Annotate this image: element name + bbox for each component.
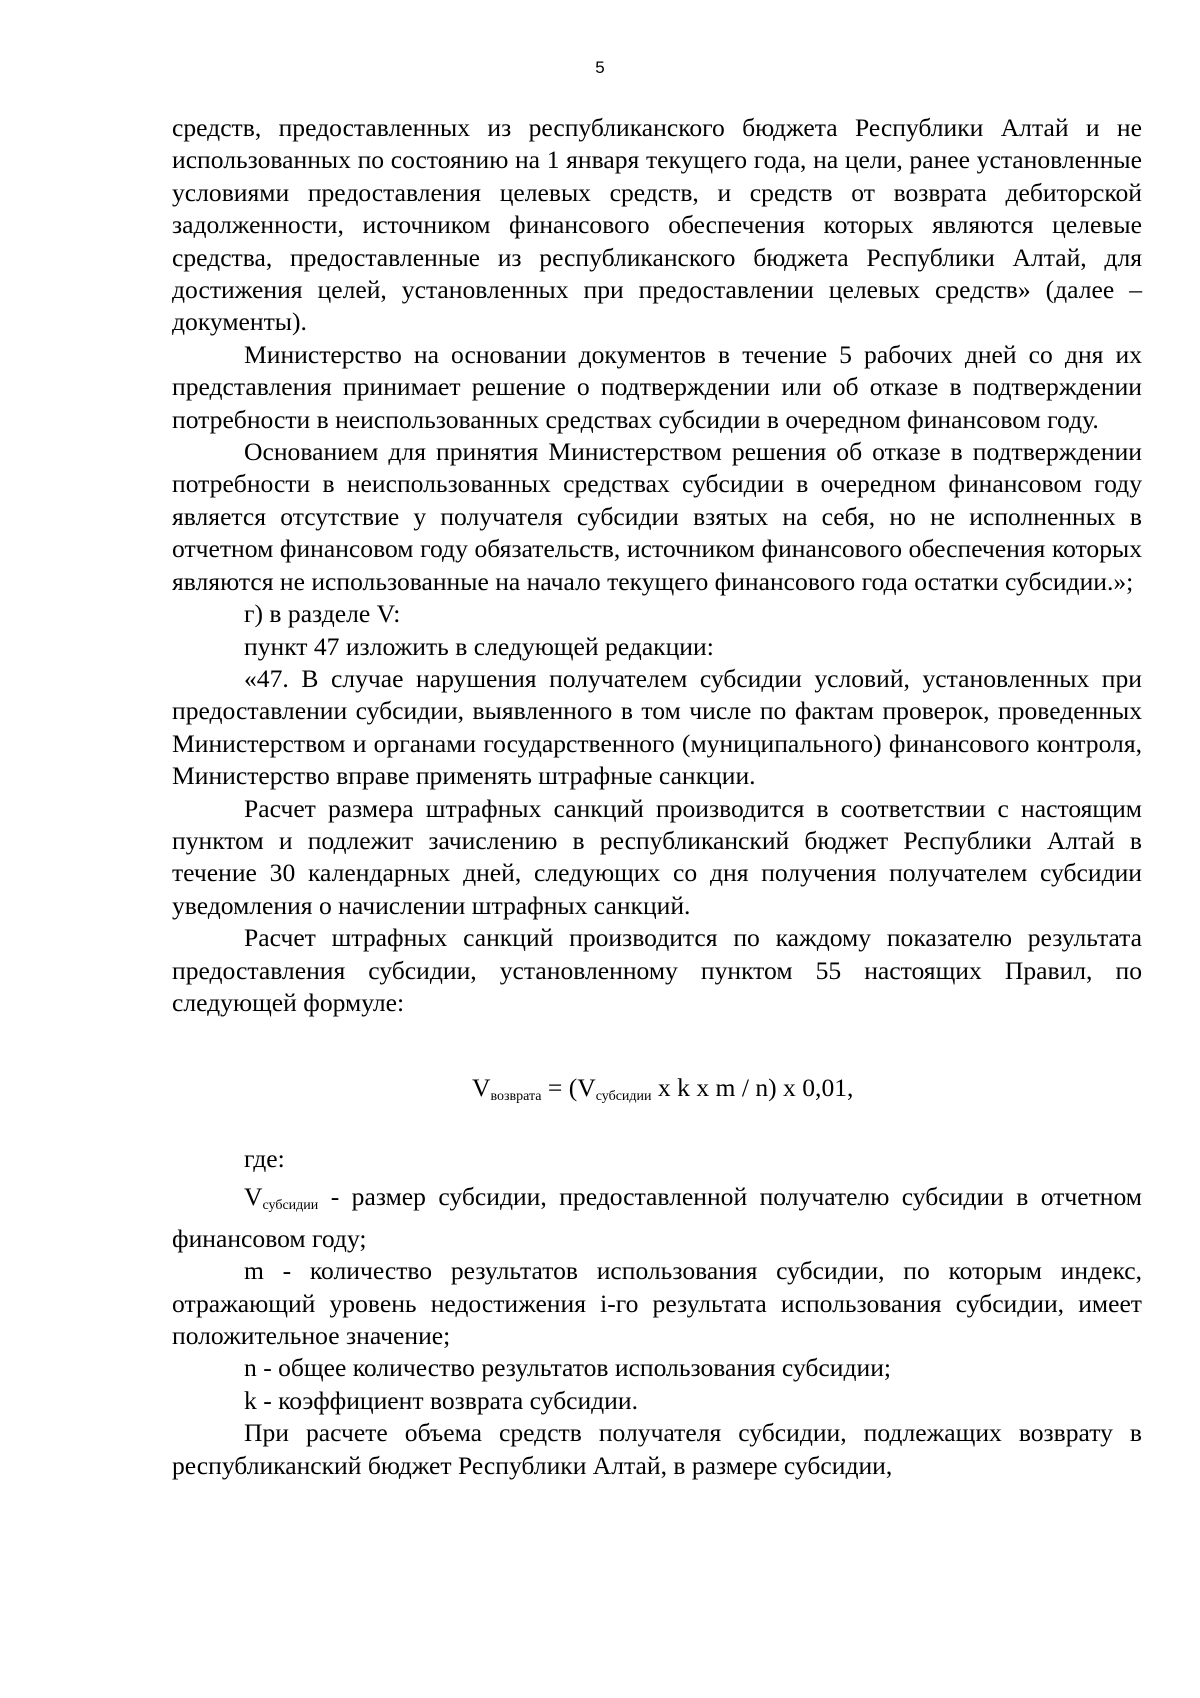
formula-subscript: субсидии (595, 1089, 652, 1105)
definition-k: k - коэффициент возврата субсидии. (244, 1385, 638, 1415)
formula-block (172, 1019, 1142, 1181)
paragraph: Расчет штрафных санкций производится по каждому показателю результата предоставления субсидии, установленному пунктом 55 настоящих Правил, по следующей формуле: (172, 923, 1142, 1017)
paragraph: г) в разделе V: (244, 599, 401, 629)
paragraph: средств, предоставленных из республиканского бюджета Республики Алтай и не использованных по состоянию на 1 января текущего года, на цели, ранее установленные условиями предоставления целевых средств, и средств от возврата дебиторской задолженности, источником финансового обеспечения которых являются целевые средства, предоставленные из республиканского бюджета Республики Алтай, для достижения целей, установленных при предоставлении целевых средств» (далее – документы). (172, 113, 1142, 337)
paragraph: Основанием для принятия Министерством решения об отказе в подтверждении потребности в неиспользованных средствах субсидии в очередном финансовом году является отсутствие у получателя субсидии взятых на себя, но не исполненных в отчетном финансовом году обязательств, источником финансового обеспечения которых являются не использованные на начало текущего финансового года остатки субсидии.»; (172, 437, 1142, 596)
paragraph: При расчете объема средств получателя субсидии, подлежащих возврату в республиканский бюджет Республики Алтай, в размере субсидии, (172, 1418, 1142, 1480)
definition-subscript: субсидии (262, 1198, 319, 1214)
definition-v (172, 1181, 1142, 1255)
formula-symbol: V (472, 1073, 491, 1103)
formula-part: x k x m / n) x 0,01, (651, 1073, 854, 1103)
definition-n: n - общее количество результатов использования субсидии; (244, 1353, 892, 1383)
definition-text: - размер субсидии, предоставленной получателю субсидии в отчетном финансовом году; (172, 1182, 1142, 1253)
penalty-formula (472, 1072, 853, 1113)
page-number: 5 (595, 58, 605, 77)
paragraph: Расчет размера штрафных санкций производится в соответствии с настоящим пунктом и подлежит зачислению в республиканский бюджет Республики Алтай в течение 30 календарных дней, следующих со дня получения получателем субсидии уведомления о начислении штрафных санкций. (172, 793, 1142, 920)
paragraph: «47. В случае нарушения получателем субсидии условий, установленных при предоставлении субсидии, выявленного в том числе по фактам проверок, проведенных Министерством и органами государственного (муниципального) финансового контроля, Министерство вправе применять штрафные санкции. (172, 663, 1142, 791)
formula-part: = (V (541, 1073, 596, 1103)
where-label: где: (244, 1144, 285, 1174)
paragraph: Министерство на основании документов в течение 5 рабочих дней со дня их представления принимает решение о подтверждении или об отказе в подтверждении потребности в неиспользованных средствах субсидии в очередном финансовом году. (172, 339, 1142, 434)
formula-subscript: возврата (490, 1089, 542, 1105)
document-body (172, 112, 1142, 1482)
definition-symbol: V (244, 1182, 263, 1212)
definition-m: m - количество результатов использования субсидии, по которым индекс, отражающий уровень недостижения i-го результата использования субсидии, имеет положительное значение; (172, 1256, 1142, 1350)
paragraph: пункт 47 изложить в следующей редакции: (244, 631, 714, 661)
